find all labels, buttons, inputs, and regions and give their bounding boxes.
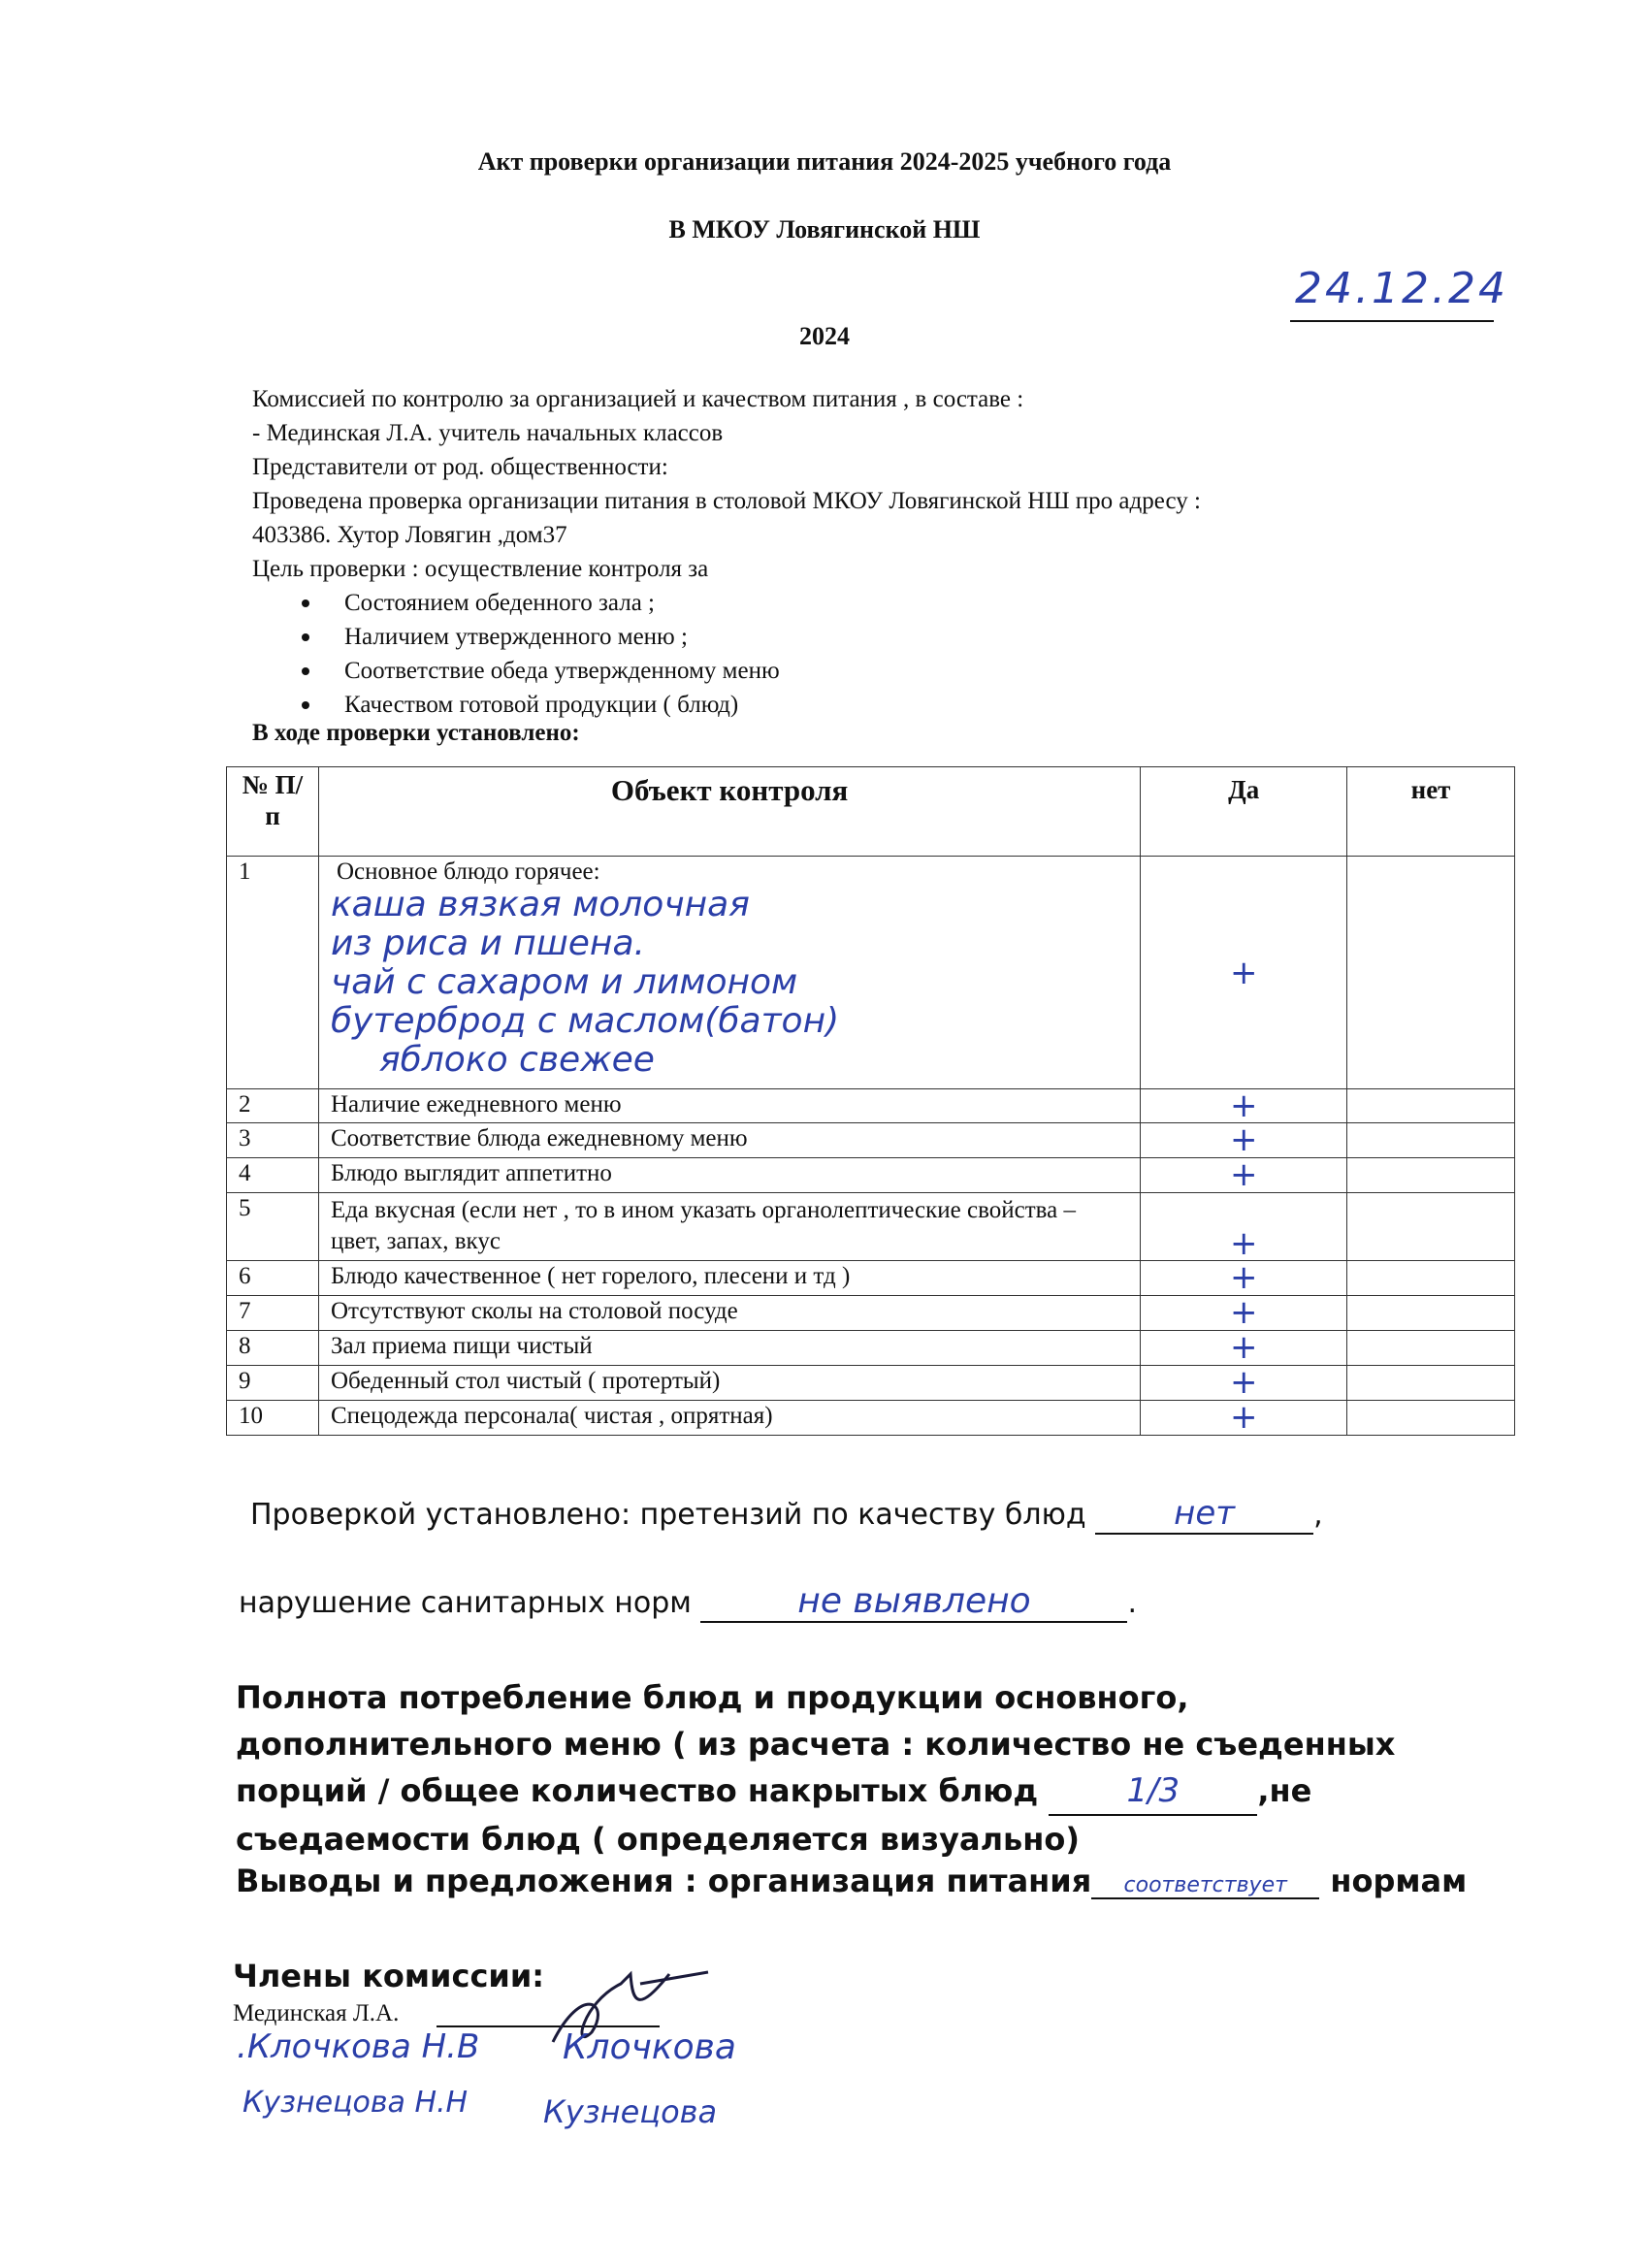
row-label: Еда вкусная (если нет , то в ином указать органолептические свойства – цвет, запах, вкус — [318, 1193, 1140, 1261]
completeness-suffix: ,не съедаемости блюд ( определяется визуально) — [236, 1772, 1312, 1858]
bullet-icon — [302, 599, 309, 607]
no-cell — [1347, 857, 1515, 1089]
address-line: 403386. Хутор Ловягин ,дом37 — [252, 522, 567, 548]
member2-name: .Клочкова Н.В — [237, 2027, 480, 2066]
row-num: 7 — [227, 1296, 319, 1331]
completeness-value: 1/3 — [1049, 1767, 1257, 1816]
list-item: Качеством готовой продукции ( блюд) — [344, 688, 1201, 722]
table-header-row — [227, 767, 1515, 857]
table-row — [227, 1158, 1515, 1193]
claims-value: нет — [1095, 1494, 1313, 1535]
claims-suffix: , — [1313, 1498, 1323, 1532]
sanitary-label: нарушение санитарных норм — [239, 1586, 692, 1620]
member3-signature: Кузнецова — [543, 2093, 718, 2130]
row-label: Зал приема пищи чистый — [318, 1331, 1140, 1366]
header-yes: Да — [1141, 767, 1347, 857]
completeness-label: Полнота потребление блюд и продукции основного, дополнительного меню ( из расчета : количество не съеденных порций / общее количество накрытых блюд — [236, 1679, 1396, 1809]
handwritten-date: 24.12.24 — [1295, 264, 1508, 313]
member2-signature: Клочкова — [563, 2027, 736, 2067]
bullet-icon — [302, 701, 309, 709]
conclusion-line — [236, 1863, 1467, 1899]
no-cell — [1347, 1193, 1515, 1261]
yes-mark: + — [1141, 1123, 1347, 1158]
yes-mark: + — [1141, 1401, 1347, 1436]
no-cell — [1347, 1401, 1515, 1436]
member3-name: Кузнецова Н.Н — [242, 2086, 469, 2120]
yes-mark: + — [1141, 1193, 1347, 1261]
header-num: № П/п — [227, 767, 319, 857]
yes-mark: + — [1141, 1261, 1347, 1296]
sanitary-line — [239, 1581, 1137, 1623]
completeness-block — [236, 1674, 1487, 1863]
sanitary-value: не выявлено — [700, 1581, 1127, 1623]
yes-mark: + — [1141, 1296, 1347, 1331]
commission-label: Члены комиссии: — [233, 1958, 545, 1994]
list-item: Соответствие обеда утвержденному меню — [344, 654, 1201, 688]
menu-line: яблоко свежее — [378, 1040, 655, 1080]
no-cell — [1347, 1261, 1515, 1296]
row-num: 2 — [227, 1089, 319, 1123]
conclusion-suffix: нормам — [1330, 1863, 1468, 1899]
list-item: Наличием утвержденного меню ; — [344, 620, 1201, 654]
table-row — [227, 1366, 1515, 1401]
purpose-list — [252, 586, 1201, 722]
school-name: В МКОУ Ловягинской НШ — [668, 215, 981, 243]
no-cell — [1347, 1331, 1515, 1366]
header-no: нет — [1347, 767, 1515, 857]
member-line: - Мединская Л.А. учитель начальных классов — [252, 420, 724, 446]
bullet-icon — [302, 667, 309, 675]
document-year: 2024 — [799, 322, 850, 350]
control-table — [226, 766, 1515, 1436]
table-row — [227, 1401, 1515, 1436]
row-num: 10 — [227, 1401, 319, 1436]
intro-block — [252, 382, 1201, 750]
conclusion-value: соответствует — [1091, 1873, 1319, 1899]
table-row — [227, 857, 1515, 1089]
menu-line: каша вязкая молочная — [330, 885, 750, 924]
row-num: 8 — [227, 1331, 319, 1366]
table-row — [227, 1089, 1515, 1123]
parents-line: Представители от род. общественности: — [252, 454, 668, 480]
yes-mark: + — [1141, 857, 1347, 1089]
claims-label: Проверкой установлено: претензий по качеству блюд — [250, 1498, 1086, 1532]
document-title: Акт проверки организации питания 2024-2025 учебного года — [477, 147, 1172, 176]
row-num: 4 — [227, 1158, 319, 1193]
conclusion-label: Выводы и предложения : организация питания — [236, 1863, 1092, 1899]
yes-mark: + — [1141, 1158, 1347, 1193]
no-cell — [1347, 1089, 1515, 1123]
no-cell — [1347, 1123, 1515, 1158]
no-cell — [1347, 1366, 1515, 1401]
menu-line: бутерброд с маслом(батон) — [330, 1001, 840, 1041]
row-label: Отсутствуют сколы на столовой посуде — [318, 1296, 1140, 1331]
table-row — [227, 1261, 1515, 1296]
claims-line — [250, 1494, 1323, 1535]
row-label: Соответствие блюда ежедневному меню — [318, 1123, 1140, 1158]
row-num: 1 — [227, 857, 319, 1089]
header-object: Объект контроля — [318, 767, 1140, 857]
menu-line: чай с сахаром и лимоном — [330, 962, 798, 1002]
table-row — [227, 1296, 1515, 1331]
list-item: Состоянием обеденного зала ; — [344, 586, 1201, 620]
row-label: Блюдо выглядит аппетитно — [318, 1158, 1140, 1193]
yes-mark: + — [1141, 1331, 1347, 1366]
bullet-icon — [302, 633, 309, 641]
yes-mark: + — [1141, 1089, 1347, 1123]
table-row — [227, 1331, 1515, 1366]
row-num: 5 — [227, 1193, 319, 1261]
row-label: Обеденный стол чистый ( протертый) — [318, 1366, 1140, 1401]
row-num: 3 — [227, 1123, 319, 1158]
table-row — [227, 1193, 1515, 1261]
menu-line: из риса и пшена. — [330, 923, 645, 963]
handwritten-menu — [331, 886, 1128, 1080]
yes-mark: + — [1141, 1366, 1347, 1401]
table-row — [227, 1123, 1515, 1158]
no-cell — [1347, 1158, 1515, 1193]
purpose-line: Цель проверки : осуществление контроля за — [252, 556, 709, 582]
row-label: Блюдо качественное ( нет горелого, плесени и тд ) — [318, 1261, 1140, 1296]
sanitary-suffix: . — [1127, 1586, 1138, 1620]
found-label: В ходе проверки установлено: — [252, 720, 580, 746]
row-label: Спецодежда персонала( чистая , опрятная) — [318, 1401, 1140, 1436]
commission-line: Комиссией по контролю за организацией и качеством питания , в составе : — [252, 386, 1024, 412]
no-cell — [1347, 1296, 1515, 1331]
row-label: Основное блюдо горячее: — [336, 859, 600, 885]
member2-name-text: Клочкова Н.В — [246, 2027, 480, 2066]
row-num: 9 — [227, 1366, 319, 1401]
row-label-cell — [318, 857, 1140, 1089]
inspection-line: Проведена проверка организации питания в столовой МКОУ Ловягинской НШ про адресу : — [252, 488, 1201, 514]
row-label: Наличие ежедневного меню — [318, 1089, 1140, 1123]
row-num: 6 — [227, 1261, 319, 1296]
member1-name: Мединская Л.А. — [233, 2000, 400, 2026]
